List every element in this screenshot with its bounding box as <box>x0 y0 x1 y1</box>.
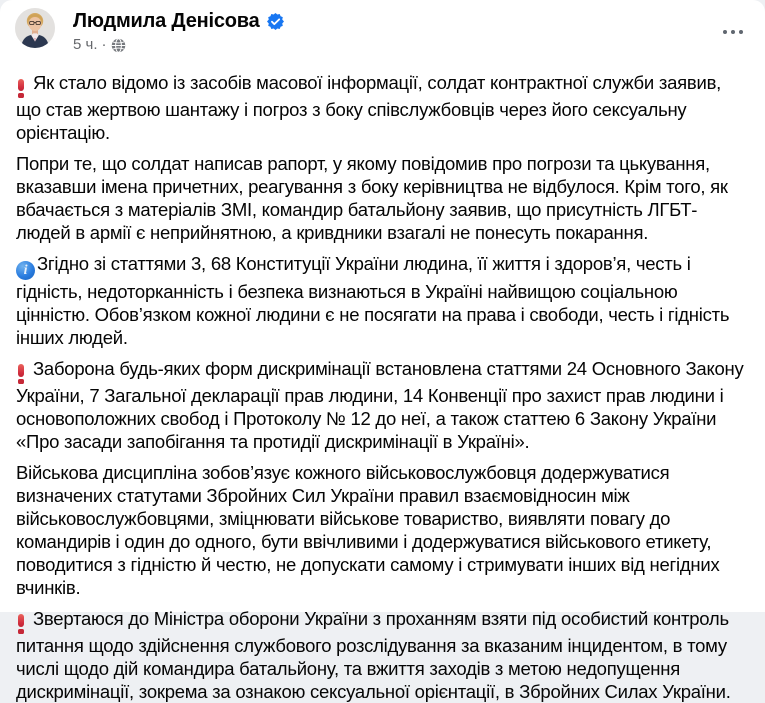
post-paragraph <box>16 252 749 349</box>
paragraph-text: Як стало відомо із засобів масової інформації, солдат контрактної служби заявив, що став жертвою шантажу і погроз з боку співслужбовців через його сексуальну орієнтацію. <box>16 72 722 144</box>
post-paragraph <box>16 152 749 244</box>
more-options-button[interactable] <box>717 18 749 46</box>
paragraph-text: Згідно зі статтями 3, 68 Конституції України людина, її життя і здоров’я, честь і гідність, недоторканність і безпека визнаються в Україні найвищою соціальною цінністю. Обов’язком кожної людини є не посягати на права і свободи, честь і гідність інших людей. <box>16 253 730 348</box>
red-exclamation-icon <box>17 79 25 99</box>
post-timestamp[interactable]: 5 ч. <box>73 36 98 53</box>
author-name[interactable]: Людмила Денісова <box>73 10 260 32</box>
post-header-text <box>73 8 284 54</box>
info-icon: i <box>16 261 35 280</box>
paragraph-text: Заборона будь-яких форм дискримінації встановлена статтями 24 Основного Закону України, 7 Загальної декларації прав людини, 14 Конвенції про захист прав людини і основоположних свобод і Протоколу № 12 до неї, а також статтею 6 Закону України «Про засади запобігання та протидії дискримінації в Україні». <box>16 357 744 452</box>
meta-separator: · <box>101 36 107 53</box>
post-header <box>0 0 765 54</box>
paragraph-text: Військова дисципліна зобов’язує кожного військовослужбовця додержуватися визначених статутами Збройних Сил України правил взаємовідносин між військовослужбовцями, зміцнювати військове товариство, виявляти повагу до командирів і один до одного, бути ввічливими і додержуватися військового етикету, поводитися з гідністю й честю, не допускати самому і стримувати інших від негідних вчинків. <box>16 461 720 598</box>
globe-icon <box>111 38 126 53</box>
red-exclamation-icon <box>17 614 25 634</box>
avatar[interactable] <box>15 8 55 48</box>
post-meta-row <box>73 36 284 54</box>
post-paragraph <box>16 607 749 703</box>
verified-badge-icon <box>267 13 284 30</box>
author-name-row <box>73 9 284 33</box>
red-exclamation-icon <box>17 364 25 384</box>
post-body <box>0 54 765 703</box>
paragraph-text: Попри те, що солдат написав рапорт, у якому повідомив про погрози та цькування, вказавши імена причетних, реагування з боку керівництва не відбулося. Крім того, як вбачається з матеріалів ЗМІ, командир батальйону заявив, що присутність ЛГБТ-людей в армії є неприйнятною, а кривдники взагалі не понесуть покарання. <box>16 153 728 244</box>
post-paragraph <box>16 71 749 144</box>
profile-photo <box>15 35 55 52</box>
ellipsis-icon <box>723 30 727 34</box>
post-paragraph <box>16 357 749 453</box>
paragraph-text: Звертаюся до Міністра оборони України з проханням взяти під особистий контроль питання щодо здійснення службового розслідування за вказаним інцидентом, в тому числі щодо дій командира батальйону, та вжиття заходів з метою недопущення дискримінації, зокрема за ознакою сексуальної орієнтації, в Збройних Силах України. <box>16 607 731 703</box>
post-paragraph <box>16 461 749 599</box>
